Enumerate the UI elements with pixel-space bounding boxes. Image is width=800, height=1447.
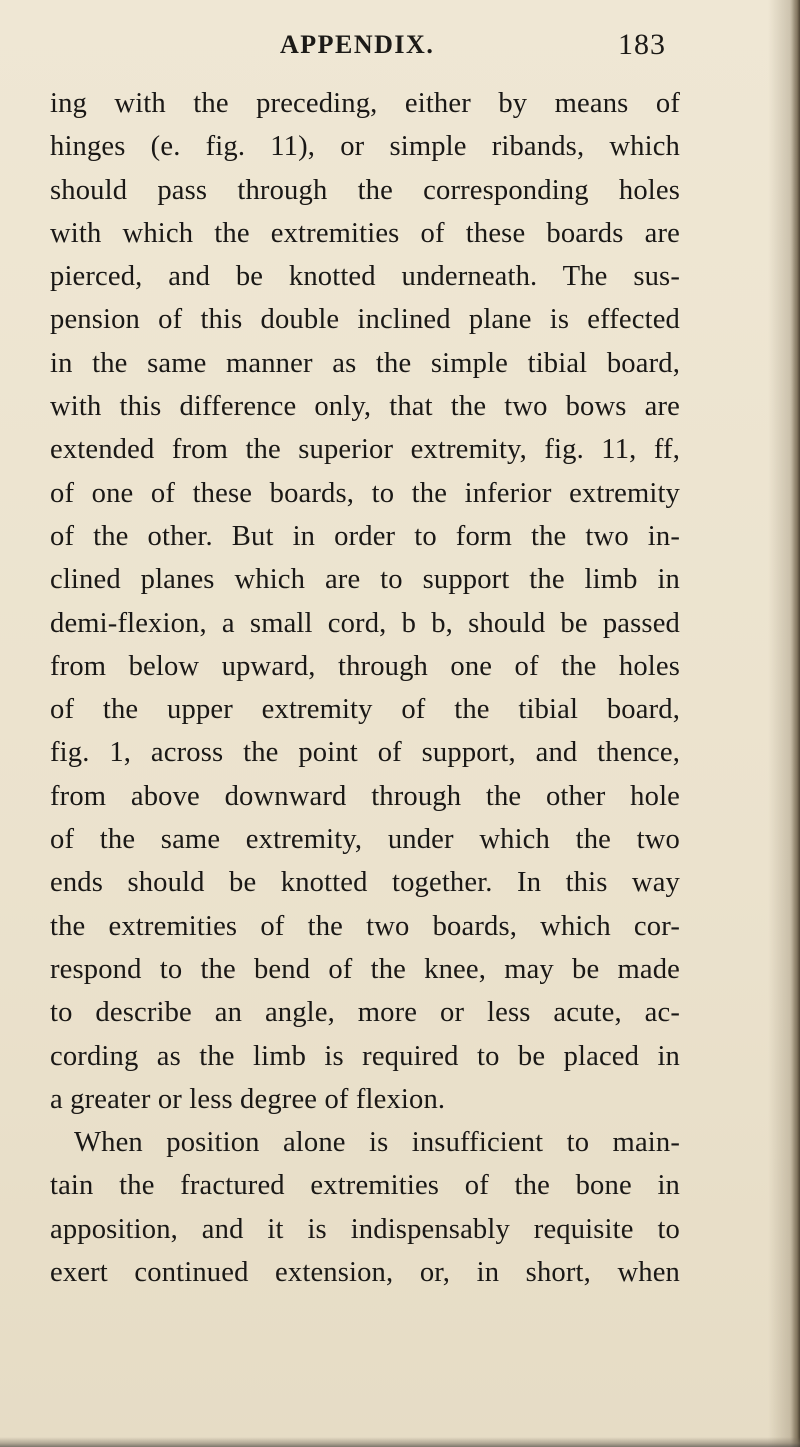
page-number: 183	[618, 28, 666, 61]
text-line: to describe an angle, more or less acute, ac-	[50, 997, 680, 1029]
text-line: extended from the superior extremity, fig. 11, ff,	[50, 434, 680, 466]
text-line: of one of these boards, to the inferior extremity	[50, 477, 680, 509]
page-edge-shadow	[790, 0, 800, 1447]
text-line: clined planes which are to support the limb in	[50, 564, 680, 596]
text-line: the extremities of the two boards, which cor-	[50, 910, 680, 942]
text-line: with which the extremities of these boards are	[50, 217, 680, 249]
text-line: apposition, and it is indispensably requisite to	[50, 1213, 680, 1245]
text-line: of the same extremity, under which the two	[50, 824, 680, 856]
text-line: from below upward, through one of the holes	[50, 650, 680, 682]
text-line: ing with the preceding, either by means of	[50, 88, 680, 119]
text-line: in the same manner as the simple tibial board,	[50, 347, 680, 379]
text-line: a greater or less degree of flexion.	[50, 1083, 446, 1115]
text-line: ends should be knotted together. In this way	[50, 867, 680, 899]
text-line: of the upper extremity of the tibial board,	[50, 694, 680, 726]
text-line: tain the fractured extremities of the bone in	[50, 1170, 680, 1202]
text-line: pierced, and be knotted underneath. The sus-	[50, 261, 680, 293]
text-line: hinges (e. fig. 11), or simple ribands, which	[50, 131, 680, 163]
text-line: of the other. But in order to form the two in-	[50, 520, 680, 552]
running-title: APPENDIX.	[280, 30, 435, 59]
text-line: should pass through the corresponding holes	[50, 174, 680, 206]
text-line: demi-flexion, a small cord, b b, should be passed	[50, 607, 680, 639]
text-line: cording as the limb is required to be placed in	[50, 1040, 680, 1072]
text-line: respond to the bend of the knee, may be made	[50, 953, 680, 985]
text-line: exert continued extension, or, in short, when	[50, 1257, 680, 1289]
text-line: with this difference only, that the two bows are	[50, 391, 680, 423]
body-text	[50, 82, 680, 1294]
text-line: pension of this double inclined plane is effected	[50, 304, 680, 336]
text-line: from above downward through the other hole	[50, 780, 680, 812]
text-line: When position alone is insufficient to main-	[74, 1127, 680, 1159]
running-head	[0, 28, 800, 68]
page-bottom-shadow	[0, 1437, 800, 1447]
text-line: fig. 1, across the point of support, and thence,	[50, 737, 680, 769]
